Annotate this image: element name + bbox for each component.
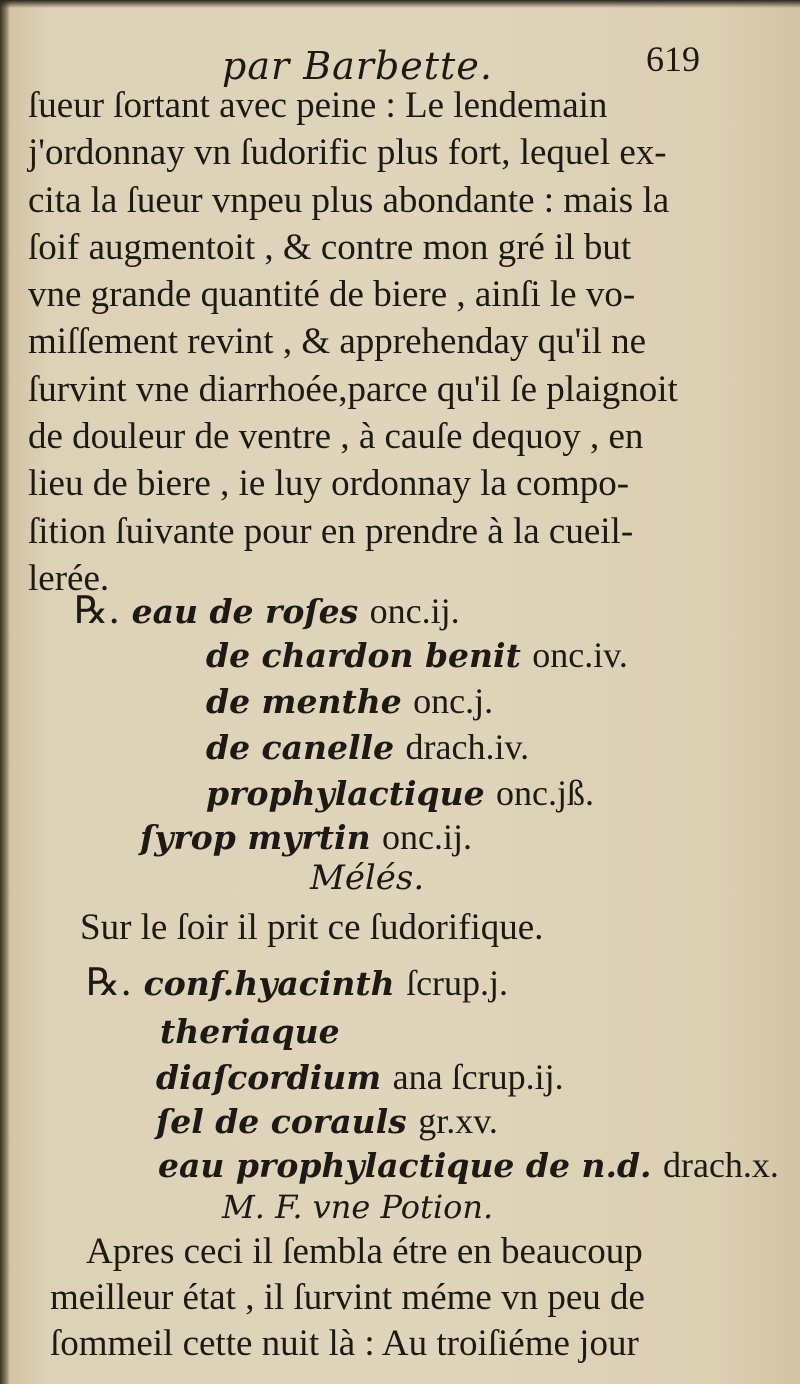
recipe1-line (206, 680, 493, 722)
recipe-symbol: ℞. (86, 960, 133, 1004)
ingredient-quantity: onc.jß. (496, 773, 595, 813)
ingredient-quantity: onc.ij. (382, 817, 473, 857)
ingredient-quantity: drach.iv. (405, 727, 530, 767)
body-line: de douleur de ventre , à cauſe dequoy , en (28, 416, 644, 458)
ingredient-quantity: onc.j. (413, 681, 494, 721)
body-line: meilleur état , il ſurvint méme vn peu de (50, 1277, 645, 1318)
ingredient-quantity: drach.x. (662, 1145, 779, 1185)
ingredient-name: theriaque (160, 1012, 340, 1051)
page-top-edge (0, 0, 800, 8)
recipe1-closing: Mélés. (310, 858, 425, 898)
ingredient-name: eau de roſes (131, 592, 359, 631)
recipe2-closing: M. F. vne Potion. (222, 1188, 494, 1226)
recipe1-line (206, 726, 529, 768)
page-number: 619 (646, 39, 700, 79)
ingredient-quantity: ſcrup.j. (406, 963, 509, 1003)
recipe2-line (160, 1010, 340, 1052)
recipe-symbol: ℞. (74, 588, 121, 632)
page-spine-edge (0, 0, 10, 1384)
running-head: par Barbette. (222, 44, 493, 88)
ingredient-name: prophylactique (206, 774, 485, 813)
body-line: cita la ſueur vnpeu plus abondante : mais la (28, 179, 670, 221)
ingredient-quantity: onc.iv. (532, 635, 628, 675)
recipe1-line (206, 634, 628, 676)
ingredient-name: de canelle (206, 728, 395, 767)
ingredient-name: eau prophylactique de n.d. (158, 1146, 652, 1185)
recipe2-line (158, 1144, 779, 1186)
body-line: j'ordonnay vn ſudorific plus fort, lequel ex- (28, 132, 667, 174)
recipe2-line (156, 1100, 498, 1142)
ingredient-quantity: gr.xv. (418, 1101, 498, 1141)
ingredient-name: ſyrop myrtin (140, 818, 371, 857)
recipe1-line (74, 588, 460, 632)
body-line: ſoif augmentoit , & contre mon gré il but (28, 226, 632, 268)
ingredient-name: de chardon benit (206, 636, 521, 675)
ingredient-name: conf.hyacinth (143, 964, 395, 1003)
body-line: ſurvint vne diarrhoée,parce qu'il ſe plaignoit (28, 368, 678, 410)
body-line: ſition ſuivante pour en prendre à la cueil- (28, 510, 634, 552)
ingredient-name: ſel de corauls (156, 1102, 407, 1141)
body-line: miſſement revint , & apprehenday qu'il ne (28, 321, 647, 363)
body-line: ſommeil cette nuit là : Au troiſiéme jour (50, 1323, 639, 1364)
body-line: ſueur ſortant avec peine : Le lendemain (28, 85, 608, 126)
recipe2-line (156, 1056, 564, 1098)
body-line: Sur le ſoir il prit ce ſudorifique. (80, 907, 544, 948)
body-line: vne grande quantité de biere , ainſi le vo- (28, 274, 636, 316)
ingredient-name: de menthe (206, 682, 402, 721)
recipe1-line (206, 772, 594, 814)
body-line: Apres ceci il ſembla étre en beaucoup (86, 1231, 643, 1272)
recipe1-line (140, 816, 472, 858)
body-line: lieu de biere , ie luy ordonnay la compo- (28, 463, 630, 505)
recipe2-line (86, 960, 508, 1004)
body-line: lerée. (28, 557, 110, 599)
ingredient-quantity: onc.ij. (369, 591, 460, 631)
ingredient-quantity: ana ſcrup.ij. (392, 1057, 564, 1097)
body-text (28, 82, 748, 602)
ingredient-name: diaſcordium (156, 1058, 382, 1097)
